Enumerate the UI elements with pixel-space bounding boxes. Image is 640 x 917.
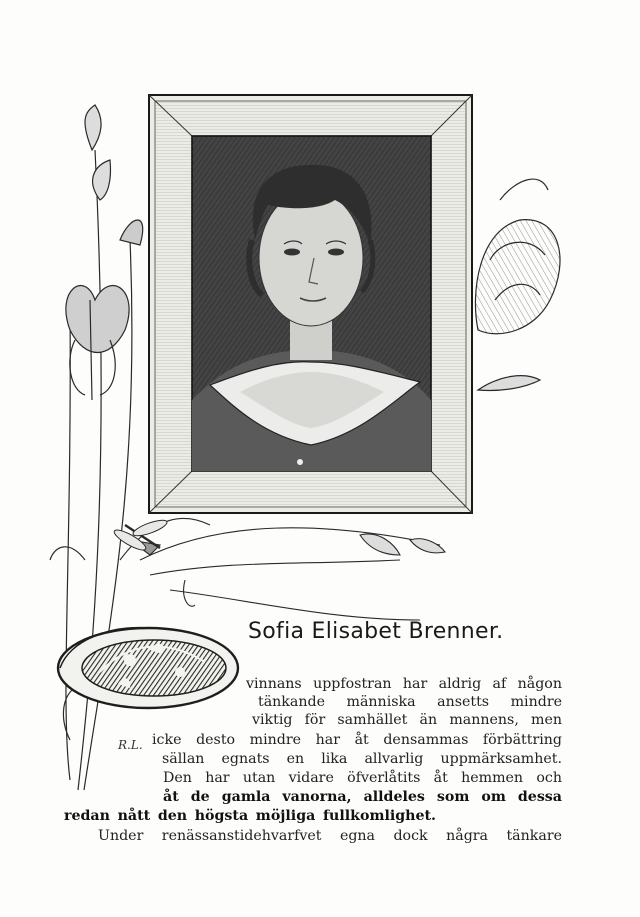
body-line-7: åt de gamla vanorna, alldeles som om dessa [163,789,562,805]
body-line-5: sällan egnats en lika allvarlig uppmärksamhet. [162,751,562,767]
artist-signature: R.L. [118,738,143,752]
foliage-bottom [120,518,445,620]
portrait-woman [192,136,431,471]
decorative-initial-letter [58,628,238,708]
article-title: Sofia Elisabet Brenner. [248,619,504,644]
body-line-8: redan nått den högsta möjliga fullkomlighet. [64,808,436,824]
body-line-3: viktig för samhället än mannens, men [252,712,562,728]
dragonfly-icon [112,517,169,553]
body-line-6: Den har utan vidare öfverlåtits åt hemmen och [163,770,562,786]
body-line-4: icke desto mindre har åt densammas förbättring [152,732,562,748]
floral-decoration-right [475,179,560,390]
body-line-1: vinnans uppfostran har aldrig af någon [246,676,562,692]
body-line-9: Under renässanstidehvarfvet egna dock några tänkare [98,828,562,844]
body-line-2: tänkande människa ansetts mindre [258,694,562,710]
